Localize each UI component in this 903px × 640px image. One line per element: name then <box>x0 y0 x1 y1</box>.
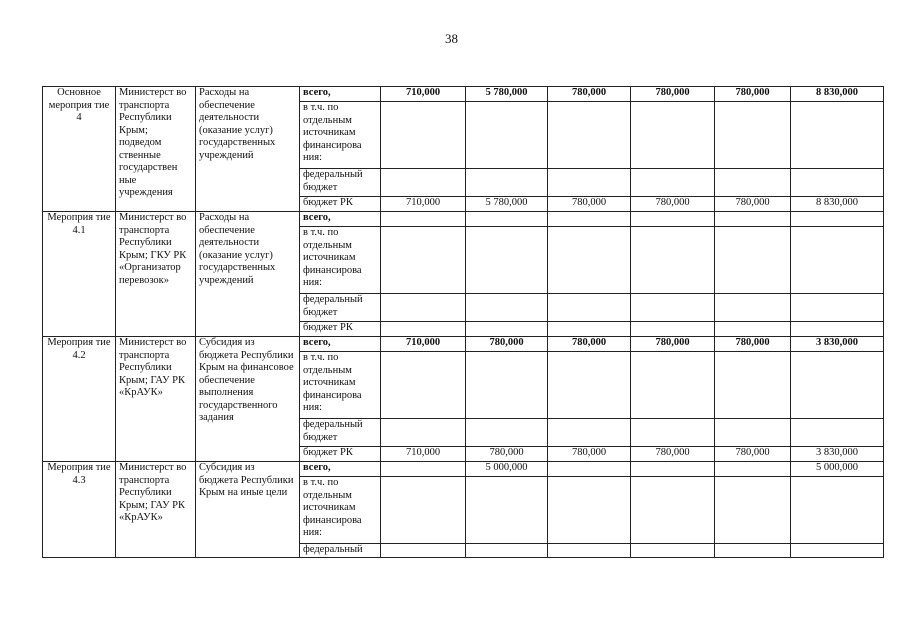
source-federal-label: федеральный <box>300 544 381 558</box>
measure-name: Основное мероприя тие 4 <box>43 87 116 212</box>
total-value: 780,000 <box>631 337 715 352</box>
total-value <box>791 212 884 227</box>
total-value <box>548 212 631 227</box>
table-row <box>43 87 884 102</box>
source-federal-label: федеральный бюджет <box>300 419 381 447</box>
source-total-label: всего, <box>300 212 381 227</box>
rk-value: 780,000 <box>548 447 631 462</box>
total-value: 780,000 <box>466 337 548 352</box>
rk-value: 780,000 <box>548 197 631 212</box>
measure-name: Мероприя тие 4.3 <box>43 462 116 558</box>
source-rk-label: бюджет РК <box>300 447 381 462</box>
source-federal-label: федеральный бюджет <box>300 169 381 197</box>
rk-value <box>381 322 466 337</box>
source-total-label: всего, <box>300 462 381 477</box>
source-including-label: в т.ч. по отдельным источникам финансирова ния: <box>300 227 381 294</box>
total-value <box>381 462 466 477</box>
total-value <box>381 212 466 227</box>
total-value: 5 000,000 <box>466 462 548 477</box>
total-value: 710,000 <box>381 87 466 102</box>
rk-value <box>631 322 715 337</box>
measure-executor: Министерст во транспорта Республики Крым; ГАУ РК «КрАУК» <box>116 462 196 558</box>
measure-purpose: Субсидия из бюджета Республики Крым на финансовое обеспечение выполнения государственного задания <box>196 337 300 462</box>
total-value: 5 780,000 <box>466 87 548 102</box>
total-value <box>631 212 715 227</box>
total-value: 780,000 <box>715 87 791 102</box>
rk-value: 710,000 <box>381 447 466 462</box>
total-value <box>631 462 715 477</box>
table-row <box>43 462 884 477</box>
total-value: 780,000 <box>548 337 631 352</box>
total-value <box>466 212 548 227</box>
rk-value <box>548 322 631 337</box>
measure-executor: Министерст во транспорта Республики Крым; ГКУ РК «Организатор перевозок» <box>116 212 196 337</box>
total-value: 780,000 <box>548 87 631 102</box>
rk-value: 3 830,000 <box>791 447 884 462</box>
rk-value <box>715 322 791 337</box>
source-including-label: в т.ч. по отдельным источникам финансирова ния: <box>300 477 381 544</box>
source-total-label: всего, <box>300 87 381 102</box>
rk-value: 780,000 <box>466 447 548 462</box>
measure-purpose: Расходы на обеспечение деятельности (оказание услуг) государственных учреждений <box>196 87 300 212</box>
rk-value: 780,000 <box>715 197 791 212</box>
total-value: 780,000 <box>715 337 791 352</box>
total-value: 3 830,000 <box>791 337 884 352</box>
rk-value: 780,000 <box>631 447 715 462</box>
source-including-label: в т.ч. по отдельным источникам финансирова ния: <box>300 352 381 419</box>
rk-value <box>791 322 884 337</box>
table-row <box>43 212 884 227</box>
total-value: 5 000,000 <box>791 462 884 477</box>
source-rk-label: бюджет РК <box>300 197 381 212</box>
table-row <box>43 337 884 352</box>
measure-executor: Министерст во транспорта Республики Крым; подведом ственные государствен ные учреждения <box>116 87 196 212</box>
page-number: 38 <box>445 31 458 46</box>
rk-value: 780,000 <box>715 447 791 462</box>
total-value <box>715 212 791 227</box>
rk-value: 8 830,000 <box>791 197 884 212</box>
rk-value <box>466 322 548 337</box>
source-rk-label: бюджет РК <box>300 322 381 337</box>
rk-value: 710,000 <box>381 197 466 212</box>
measure-name: Мероприя тие 4.2 <box>43 337 116 462</box>
total-value: 710,000 <box>381 337 466 352</box>
total-value <box>548 462 631 477</box>
source-including-label: в т.ч. по отдельным источникам финансирова ния: <box>300 102 381 169</box>
budget-table <box>42 86 884 558</box>
measure-executor: Министерст во транспорта Республики Крым; ГАУ РК «КрАУК» <box>116 337 196 462</box>
rk-value: 5 780,000 <box>466 197 548 212</box>
source-total-label: всего, <box>300 337 381 352</box>
total-value: 8 830,000 <box>791 87 884 102</box>
source-federal-label: федеральный бюджет <box>300 294 381 322</box>
rk-value: 780,000 <box>631 197 715 212</box>
total-value: 780,000 <box>631 87 715 102</box>
measure-name: Мероприя тие 4.1 <box>43 212 116 337</box>
total-value <box>715 462 791 477</box>
measure-purpose: Расходы на обеспечение деятельности (оказание услуг) государственных учреждений <box>196 212 300 337</box>
measure-purpose: Субсидия из бюджета Республики Крым на иные цели <box>196 462 300 558</box>
